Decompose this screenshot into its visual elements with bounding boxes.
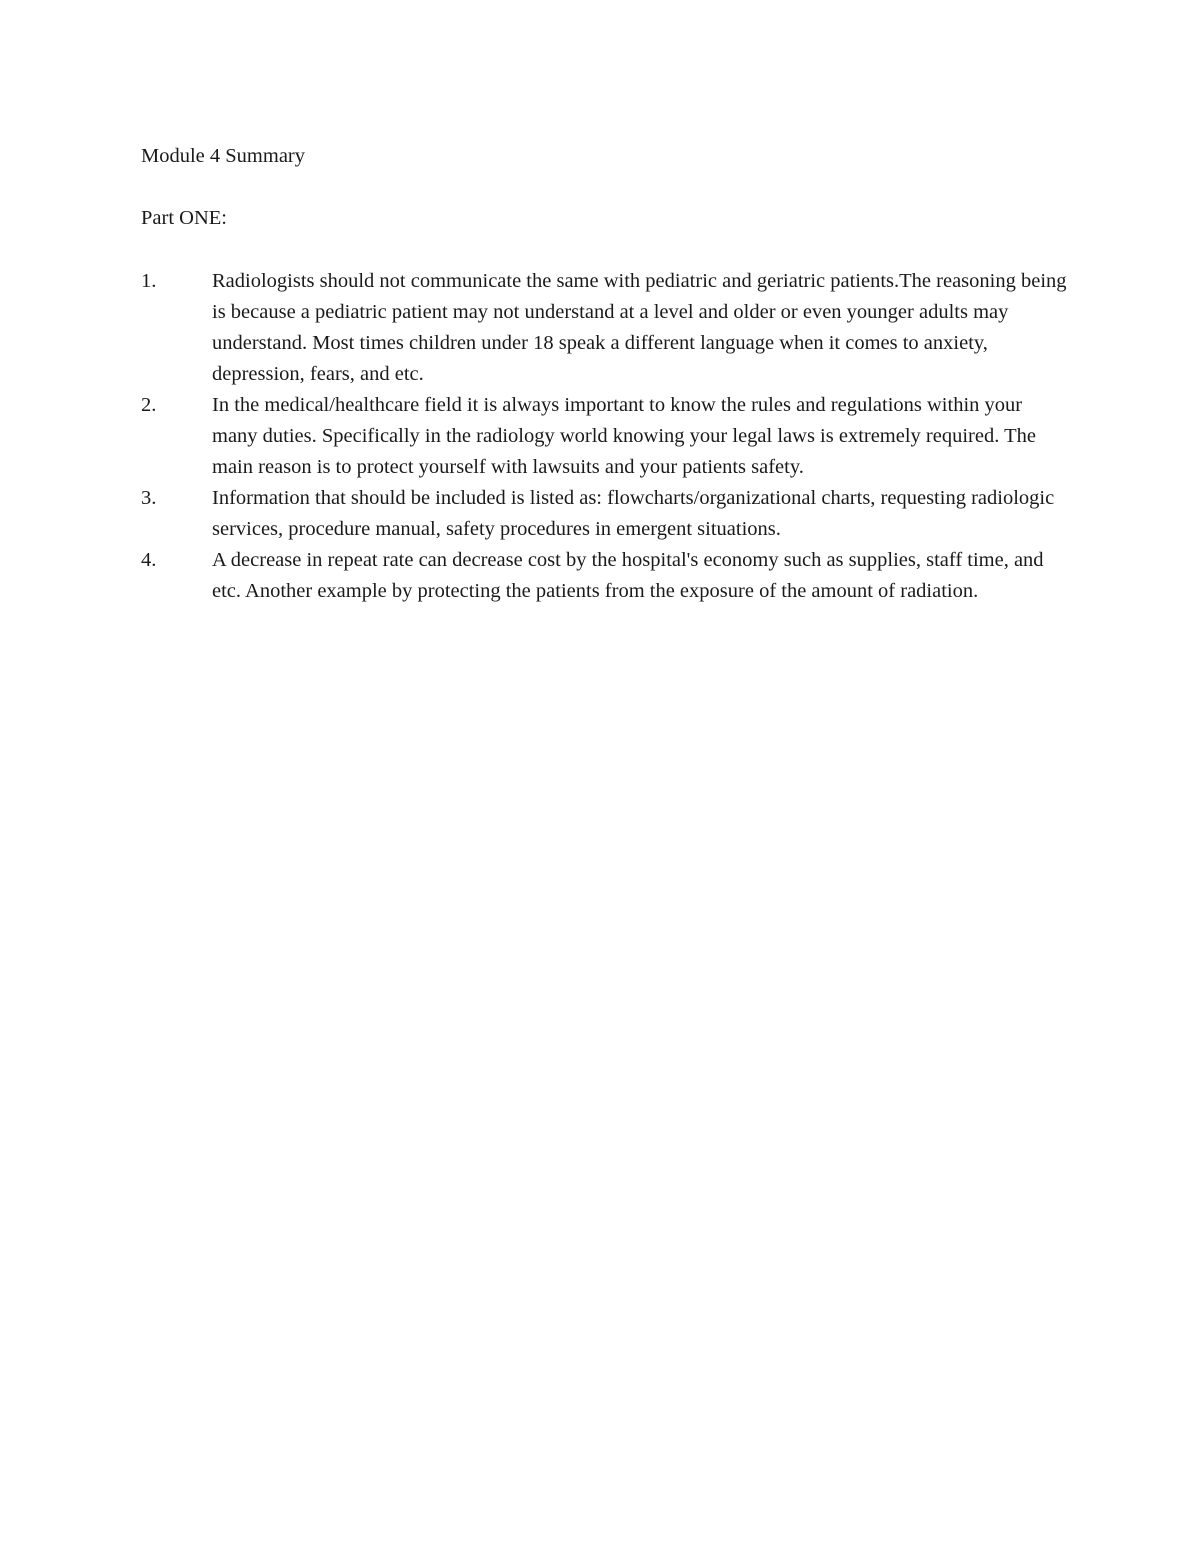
list-item (141, 483, 1071, 545)
list-item-number-label: 2. (141, 394, 157, 416)
list-item-text: Information that should be included is listed as: flowcharts/organizational charts, requesting radiologic services, procedure manual, safety procedures in emergent situations. (212, 487, 1055, 540)
list-item-number-label: 4. (141, 549, 157, 571)
list-item (141, 545, 1071, 607)
document-title: Module 4 Summary (141, 145, 305, 167)
list-item-number-label: 3. (141, 487, 157, 509)
list-item-number (141, 390, 212, 483)
part-heading: Part ONE: (141, 207, 227, 229)
list-item-text: A decrease in repeat rate can decrease cost by the hospital's economy such as supplies, staff time, and etc. Another example by protecting the patients from the exposure of the amount of radiation. (212, 549, 1044, 602)
list-item-text: In the medical/healthcare field it is always important to know the rules and regulations within your many duties. Specifically in the radiology world knowing your legal laws is extremely required. The main reason is to protect yourself with lawsuits and your patients safety. (212, 394, 1036, 478)
list-item-text: Radiologists should not communicate the same with pediatric and geriatric patients.The reasoning being is because a pediatric patient may not understand at a level and older or even younger adults may understand. Most times children under 18 speak a different language when it comes to anxiety, depression, fears, and etc. (212, 270, 1067, 385)
list-item-number (141, 545, 212, 607)
list-item (141, 390, 1071, 483)
list-item-number (141, 483, 212, 545)
list-item-number (141, 266, 212, 390)
list-item (141, 266, 1071, 390)
list-item-number-label: 1. (141, 270, 157, 292)
summary-list (141, 266, 1071, 607)
